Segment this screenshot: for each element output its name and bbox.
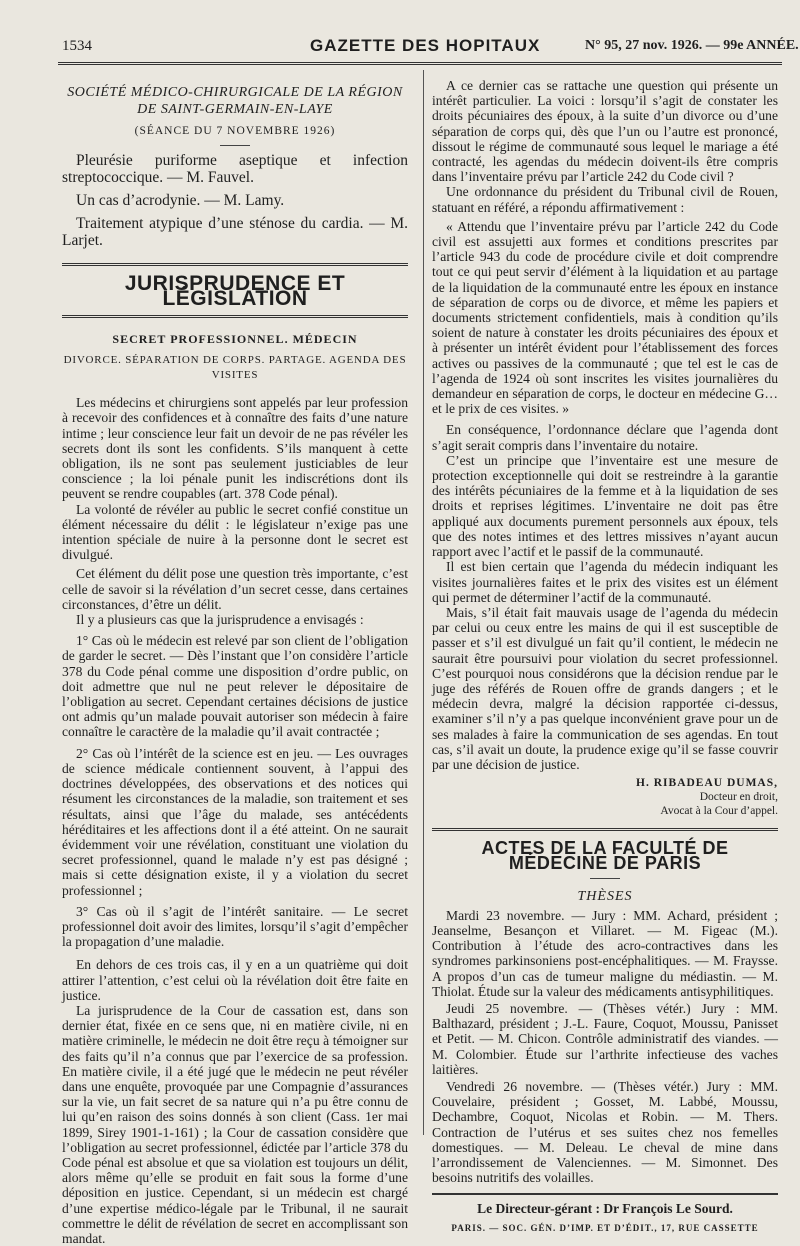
paragraph: 3° Cas où il s’agit de l’intérêt sanitaire. — Le secret professionnel doit avoir des limites, lorsqu’il s’agit d’empêcher la propagation d’une maladie. bbox=[62, 903, 408, 950]
section-rule bbox=[62, 315, 408, 318]
paragraph: Il y a plusieurs cas que la jurisprudence a envisagés : bbox=[76, 612, 364, 628]
paragraph: Cet élément du délit pose une question très importante, c’est celle de savoir si la révélation d’un secret cesse, dans certaines circonstances, d’être un délit. bbox=[62, 566, 408, 612]
paragraph: 2° Cas où l’intérêt de la science est en jeu. — Les ouvrages de science médicale contiennent souvent, à l’appui des doctrines développées, des observations et des notices qui résument les circonstances de la maladie, son traitement et ses résultats, ainsi que l’âge du malade, ses antécédents héréditaires et les affections dont il a été atteint. On ne saurait évidemment voir une révélation, constituant une violation du secret professionnel, quand le malade n’y est pas désigné ; mais si cette désignation existe, il y a violation du secret professionnel ; bbox=[62, 745, 408, 898]
article-subtitle-2: DIVORCE. SÉPARATION DE CORPS. PARTAGE. AGENDA DES VISITES bbox=[63, 353, 407, 382]
short-rule bbox=[590, 878, 620, 879]
paragraph: C’est un principe que l’inventaire est une mesure de protection exceptionnelle qui doit se restreindre à la garantie des intérêts pécuniaires de la femme et à la liquidation de ses droits et reprises légitimes. L’inventaire ne doit pas être appliqué aux documents purement personnels aux époux, tels que des notes intimes et des lettres missives n’ayant aucun rapport avec l’actif et le passif de la communauté. bbox=[432, 452, 778, 560]
short-rule bbox=[220, 145, 250, 146]
article-subtitle: SECRET PROFESSIONNEL. MÉDECIN bbox=[112, 331, 358, 346]
society-title: SOCIÉTÉ MÉDICO-CHIRURGICALE DE LA RÉGION DE SAINT-GERMAIN-EN-LAYE bbox=[67, 85, 403, 117]
paragraph: En conséquence, l’ordonnance déclare que l’agenda dont s’agit serait compris dans l’inventaire du notaire. bbox=[432, 422, 778, 453]
paragraph: La volonté de révéler au public le secret confié constitue un élément nécessaire du délit : le législateur n’exige pas une intention spéciale de nuire à la personne dont le secret est divulgué. bbox=[62, 501, 408, 563]
column-divider bbox=[423, 70, 424, 1135]
session-date: (SÉANCE DU 7 NOVEMBRE 1926) bbox=[134, 125, 336, 137]
director-credit: Le Directeur-gérant : Dr François Le Sourd. bbox=[477, 1201, 733, 1217]
section-title-jurisprudence: JURISPRUDENCE ET LÉGISLATION bbox=[124, 272, 346, 311]
right-column bbox=[432, 78, 778, 1236]
paragraph: Les médecins et chirurgiens sont appelés par leur profession à recevoir des confidences et à connaître des faits d’une nature intime ; leur conscience leur fait un devoir de ne pas révéler les secrets dont ils sont les confidents. S’ils manquent à cette obligation, ils ne sont pas seulement justiciables de leur conscience ; la loi pénale punit les indiscrétions dont ils peuvent se rendre coupables (art. 378 Code pénal). bbox=[62, 395, 408, 502]
printer-credit: PARIS. — SOC. GÉN. D’IMP. ET D’ÉDIT., 17, RUE CASSETTE bbox=[451, 1222, 759, 1233]
paragraph: Il est bien certain que l’agenda du médecin indiquant les visites journalières faites et le prix des visites est un élément qui permet de déterminer l’actif de la communauté. bbox=[432, 559, 778, 605]
issue-info: N° 95, 27 nov. 1926. — 99e ANNÉE. bbox=[585, 38, 799, 53]
communication-item: Un cas d’acrodynie. — M. Lamy. bbox=[76, 192, 285, 210]
signature bbox=[432, 776, 778, 818]
page-number: 1534 bbox=[62, 38, 92, 54]
paragraph: Une ordonnance du président du Tribunal civil de Rouen, statuant en référé, a répondu affirmativement : bbox=[432, 184, 778, 215]
theses-entry: Vendredi 26 novembre. — (Thèses vétér.) Jury : MM. Couvelaire, président ; Gosset, M. Labbé, Moussu, Dechambre, Coquot, Nicolas et Robin. — M. Thers. Contraction de l’utérus et ses suites chez nos femelles domestiques. — M. Deleau. Le cheval de mine dans l’arrondissement de Valenciennes. — M. Simonnet. Des besoins nutritifs des volailles. bbox=[432, 1078, 778, 1186]
paragraph: A ce dernier cas se rattache une question qui présente un intérêt particulier. La voici : lorsqu’il s’agit de constater les droits pécuniaires des époux, à la suite d’un divorce ou d’une séparation de corps qui, dès que l’un ou l’autre est prononcé, dissout le régime de communauté sous lequel le mariage a été contracté, les agendas du médecin doivent-ils être compris dans l’inventaire prévu par l’article 242 du Code civil ? bbox=[432, 78, 778, 185]
section-rule bbox=[62, 263, 408, 266]
theses-heading: THÈSES bbox=[577, 888, 633, 904]
paragraph: En dehors de ces trois cas, il y en a un quatrième qui doit attirer l’attention, c’est celui où la révélation doit être faite en justice. bbox=[62, 957, 408, 1003]
footer-rule bbox=[432, 1193, 778, 1195]
theses-entry: Jeudi 25 novembre. — (Thèses vétér.) Jury : MM. Balthazard, président ; J.-L. Faure, Coquot, Moussu, Panisset et Petit. — M. Chicon. Contrôle administratif des viandes. — M. Colombier. Étude sur l’arthrite infectieuse des vaches laitières. bbox=[432, 1000, 778, 1077]
quotation: « Attendu que l’inventaire prévu par l’article 242 du Code civil est assujetti aux formes et conditions prescrites par l’article 943 du code de procédure civile et doit comprendre tout ce qui peut servir d’élément à la liquidation et au partage de la liquidation de la communauté entre les époux en instance de séparation de corps ou de divorce, et même les papiers et documents strictement confidentiels, mais à condition qu’ils soient de nature à constater les droits pécuniaires des époux et à présenter un intérêt évident pour l’établissement des forces actives ou passives de la communauté ; que tel est le cas de l’agenda de 1924 où sont inscrites les visites journalières du demandeur en séparation de corps, le docteur en médecine G… et le prix de ces visites. » bbox=[432, 218, 778, 417]
paragraph: 1° Cas où le médecin est relevé par son client de l’obligation de garder le secret. — Dès l’instant que l’on considère l’article 378 du Code pénal comme une disposition d’ordre public, on doit admettre que nul ne peut relever le dépositaire de l’obligation au secret. Cependant certaines décisions de justice ont admis qu’un malade pouvait autoriser son médecin à faire connaître le caractère de la maladie qu’il avait contractée ; bbox=[62, 633, 408, 740]
signature-name: H. RIBADEAU DUMAS, bbox=[636, 777, 778, 790]
communication-item: Traitement atypique d’une sténose du cardia. — M. Larjet. bbox=[62, 215, 408, 250]
header-rule bbox=[58, 62, 782, 65]
left-column bbox=[62, 84, 408, 1246]
signature-title: Docteur en droit, bbox=[699, 791, 778, 804]
paragraph: Mais, s’il était fait mauvais usage de l’agenda du médecin par celui ou ceux entre les mains de qui il est susceptible de passer et s’il est divulgué un fait qu’il contient, le médecin ne saurait être poursuivi pour violation du secret professionnel. C’est pourquoi nous considérons que la décision rendue par le juge des référés de Rouen offre de grands dangers ; et le médecin devra, malgré la décision rapportée ci-dessus, examiner s’il n’y a pas quelque inconvénient grave pour un de ses malades à faire la communication de ses agendas. En tout cas, s’il avait un doute, la prudence exige qu’il se fasse couvrir par une décision de justice. bbox=[432, 604, 778, 772]
signature-title: Avocat à la Cour d’appel. bbox=[660, 805, 778, 818]
theses-entry: Mardi 23 novembre. — Jury : MM. Achard, président ; Jeanselme, Besançon et Villaret. — M. Figeac (M.). Contribution à l’étude des acro-contractives dans les syndromes parkinsoniens post-encéphalitiques. — M. Fraysse. A propos d’un cas de tumeur maligne du médiastin. — M. Thiolat. Étude sur la valeur des médicaments antisyphilitiques. bbox=[432, 907, 778, 999]
masthead: GAZETTE DES HOPITAUX bbox=[310, 36, 541, 55]
section-title-faculte: ACTES DE LA FACULTÉ DE MÉDECINE DE PARIS bbox=[481, 838, 729, 874]
communication-item: Pleurésie puriforme aseptique et infection streptococcique. — M. Fauvel. bbox=[62, 152, 408, 187]
paragraph: La jurisprudence de la Cour de cassation est, dans son dernier état, fixée en ce sens que, ni en matière civile, ni en matière criminelle, le médecin ne doit être reçu à témoigner sur des faits qu’il n’a connus que par l’exercice de sa profession. En matière civile, il a été jugé que le médecin ne peut révéler dans une enquête, provoquée par une Compagnie d’assurances sur la vie, un fait secret de sa nature qui n’a pu être connu de lui qu’en raison des soins donnés à son client (Cass. 1er mai 1899, Sirey 1901-1-161) ; la Cour de cassation considère que l’obligation au secret professionnel, édictée par l’article 378 du Code pénal est absolue et que sa violation est toujours un délit, alors même qu’elle se produit en fait sous la forme d’une déposition en justice. Cependant, si un médecin est chargé d’une expertise médico-légale par le Tribunal, il ne saurait commettre le délit de révélation de secret en accomplissant son mandat. bbox=[62, 1002, 408, 1246]
section-rule bbox=[432, 828, 778, 831]
